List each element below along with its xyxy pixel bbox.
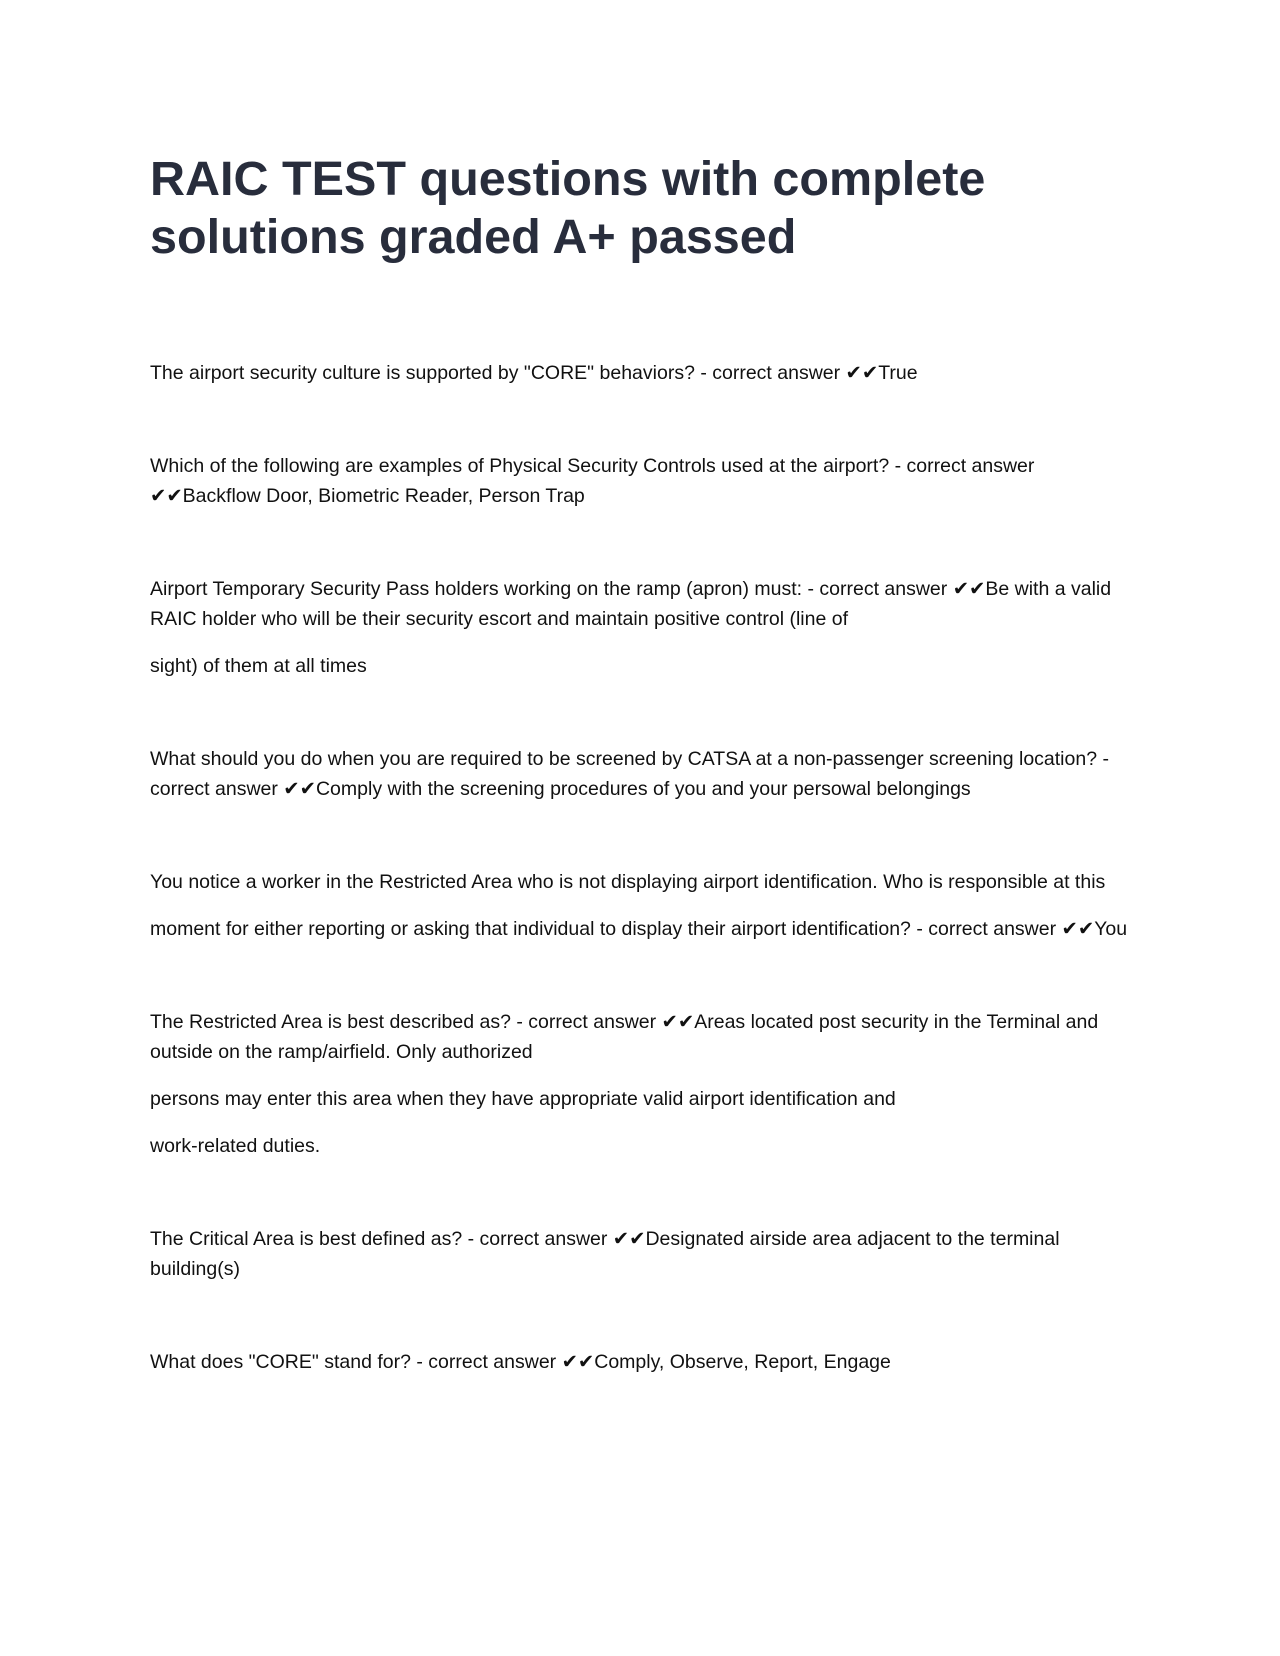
qa-list xyxy=(150,358,1140,1440)
qa-paragraph: The airport security culture is supported by "CORE" behaviors? - correct answer ✔✔True xyxy=(150,362,918,384)
qa-paragraph: Which of the following are examples of Physical Security Controls used at the airport? - correct answer ✔✔Backflow Door, Biometric Reader, Person Trap xyxy=(150,455,1035,507)
qa-paragraph: Airport Temporary Security Pass holders working on the ramp (apron) must: - correct answer ✔✔Be with a valid RAIC holder who will be their security escort and maintain positive control (line of xyxy=(150,578,1112,630)
qa-paragraph: work-related duties. xyxy=(150,1135,321,1157)
qa-paragraph: sight) of them at all times xyxy=(150,655,367,677)
document-title: RAIC TEST questions with complete solutions graded A+ passed xyxy=(150,152,986,264)
qa-item xyxy=(150,1224,1140,1284)
qa-paragraph: The Restricted Area is best described as? - correct answer ✔✔Areas located post security in the Terminal and outside on the ramp/airfield. Only authorized xyxy=(150,1011,1099,1063)
qa-paragraph: moment for either reporting or asking that individual to display their airport identification? - correct answer ✔✔You xyxy=(150,918,1128,940)
qa-paragraph: What should you do when you are required to be screened by CATSA at a non-passenger screening location? - correct answer ✔✔Comply with the screening procedures of you and your persowal belongings xyxy=(150,748,1109,800)
qa-item xyxy=(150,451,1140,511)
document-header xyxy=(150,150,1130,266)
qa-item xyxy=(150,1007,1140,1161)
qa-paragraph: What does "CORE" stand for? - correct answer ✔✔Comply, Observe, Report, Engage xyxy=(150,1351,891,1373)
qa-item xyxy=(150,574,1140,681)
qa-paragraph: You notice a worker in the Restricted Area who is not displaying airport identification. Who is responsible at this xyxy=(150,871,1106,893)
qa-item xyxy=(150,867,1140,944)
qa-item xyxy=(150,1347,1140,1377)
qa-item xyxy=(150,358,1140,388)
qa-paragraph: persons may enter this area when they have appropriate valid airport identification and xyxy=(150,1088,896,1110)
qa-item xyxy=(150,744,1140,804)
qa-paragraph: The Critical Area is best defined as? - correct answer ✔✔Designated airside area adjacent to the terminal building(s) xyxy=(150,1228,1060,1280)
